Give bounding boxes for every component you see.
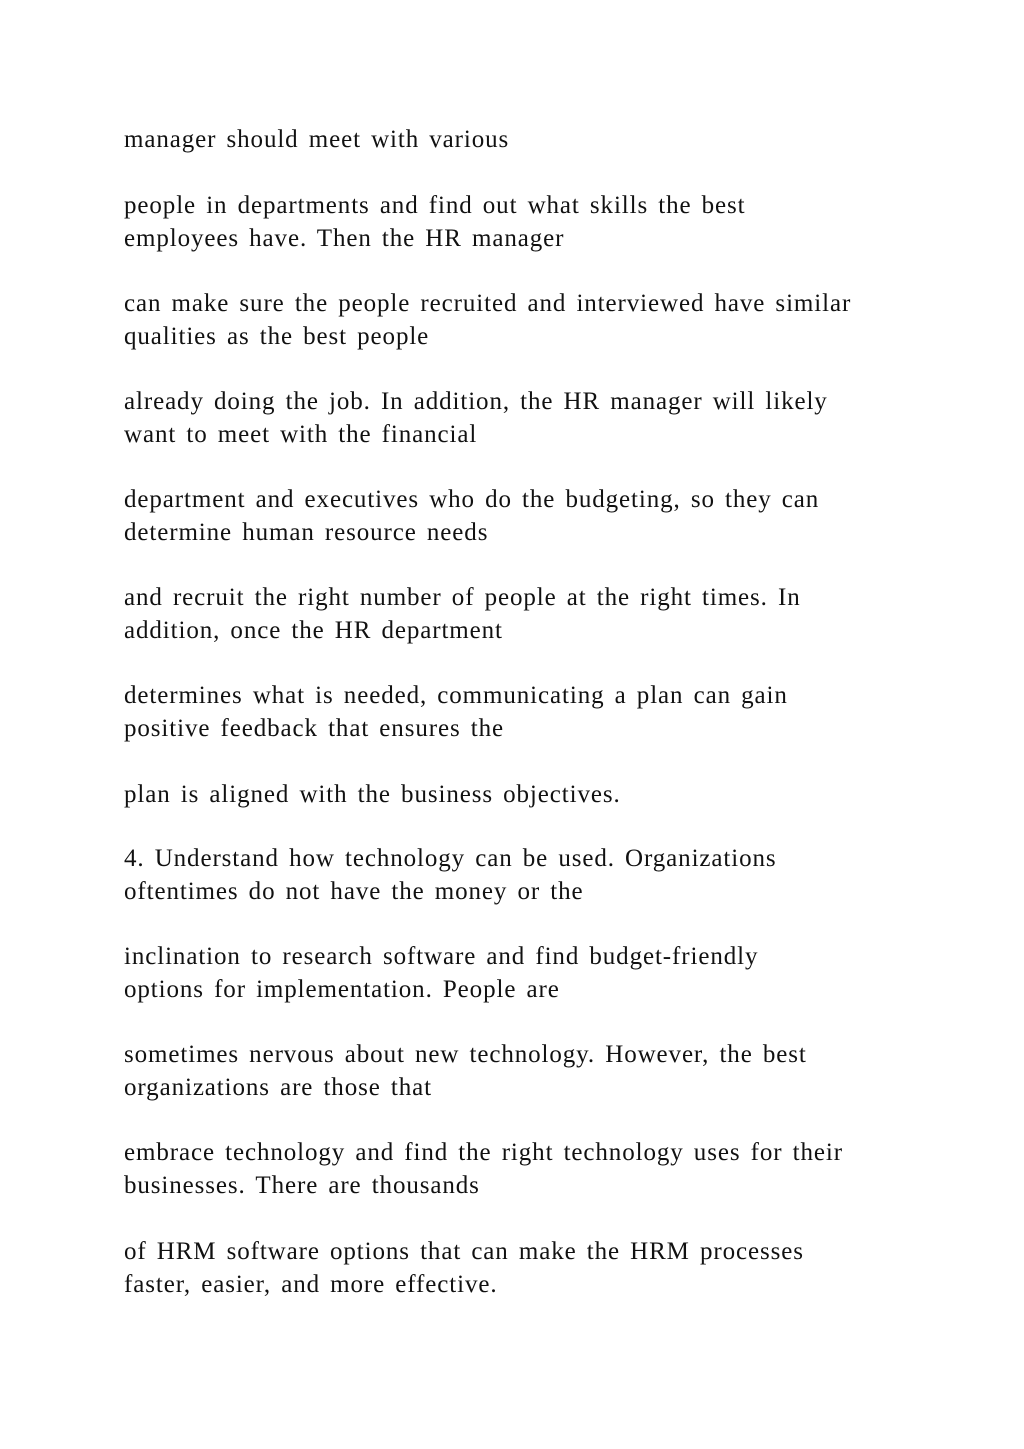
paragraph-line: people in departments and find out what skills the best	[124, 192, 746, 219]
paragraph-line: want to meet with the financial	[124, 421, 478, 448]
paragraph-5	[124, 483, 914, 549]
paragraph-1	[124, 123, 914, 156]
paragraph-line: of HRM software options that can make the HRM processes	[124, 1238, 804, 1265]
paragraph-3	[124, 287, 914, 353]
paragraph-line: sometimes nervous about new technology. However, the best	[124, 1041, 807, 1068]
paragraph-6	[124, 581, 914, 647]
paragraph-line: plan is aligned with the business objectives.	[124, 781, 621, 808]
paragraph-line: positive feedback that ensures the	[124, 715, 504, 742]
paragraph-7	[124, 679, 914, 745]
paragraph-9	[124, 842, 914, 908]
paragraph-line: employees have. Then the HR manager	[124, 225, 565, 252]
paragraph-2	[124, 189, 914, 255]
paragraph-line: organizations are those that	[124, 1074, 432, 1101]
paragraph-line: 4. Understand how technology can be used. Organizations	[124, 845, 777, 872]
paragraph-line: determines what is needed, communicating a plan can gain	[124, 682, 788, 709]
paragraph-line: inclination to research software and find budget-friendly	[124, 943, 759, 970]
paragraph-line: can make sure the people recruited and interviewed have similar	[124, 290, 852, 317]
paragraph-line: and recruit the right number of people at the right times. In	[124, 584, 801, 611]
paragraph-line: determine human resource needs	[124, 519, 489, 546]
paragraph-10	[124, 940, 914, 1006]
paragraph-11	[124, 1038, 914, 1104]
paragraph-12	[124, 1136, 914, 1202]
paragraph-line: already doing the job. In addition, the HR manager will likely	[124, 388, 828, 415]
paragraph-line: businesses. There are thousands	[124, 1172, 480, 1199]
paragraph-line: oftentimes do not have the money or the	[124, 878, 584, 905]
paragraph-line: faster, easier, and more effective.	[124, 1271, 498, 1298]
paragraph-13	[124, 1235, 914, 1301]
paragraph-line: embrace technology and find the right technology uses for their	[124, 1139, 843, 1166]
paragraph-line: options for implementation. People are	[124, 976, 560, 1003]
paragraph-line: qualities as the best people	[124, 323, 430, 350]
paragraph-line: manager should meet with various	[124, 126, 510, 153]
paragraph-8	[124, 778, 914, 811]
paragraph-line: addition, once the HR department	[124, 617, 503, 644]
paragraph-line: department and executives who do the budgeting, so they can	[124, 486, 820, 513]
paragraph-4	[124, 385, 914, 451]
